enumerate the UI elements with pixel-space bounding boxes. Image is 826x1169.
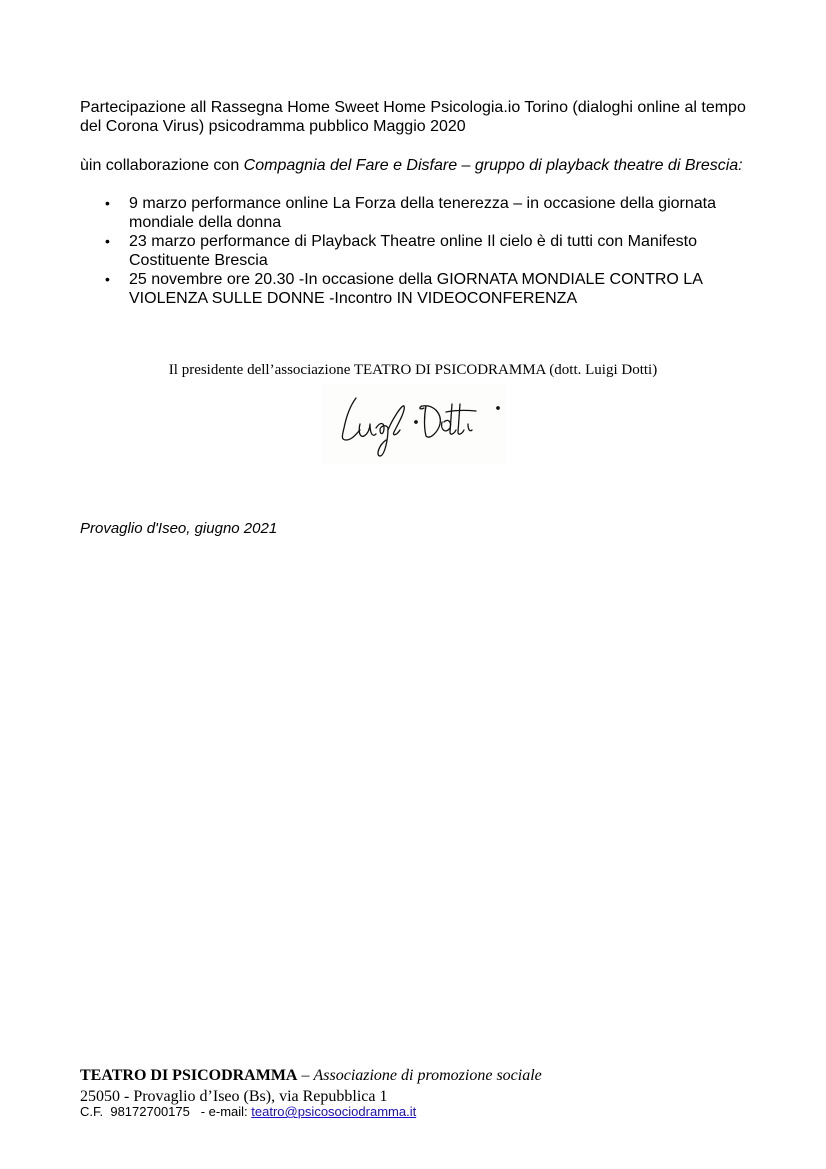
- president-caption: Il presidente dell’associazione TEATRO DI PSICODRAMMA (dott. Luigi Dotti): [168, 362, 658, 378]
- list-item: [80, 232, 760, 270]
- list-item: [80, 194, 760, 232]
- bullet-icon: •: [105, 195, 110, 211]
- list-item: [80, 270, 760, 308]
- collaboration-paragraph: [80, 156, 760, 175]
- collaboration-prefix: ùin collaborazione con: [80, 157, 244, 174]
- bullet-icon: •: [105, 271, 110, 287]
- event-text: 23 marzo performance di Playback Theatre online Il cielo è di tutti con Manifesto Costituente Brescia: [129, 233, 697, 269]
- organization-name: TEATRO DI PSICODRAMMA: [80, 1067, 298, 1084]
- collaboration-company: Compagnia del Fare e Disfare – gruppo di playback theatre di Brescia:: [243, 157, 743, 174]
- event-text: 9 marzo performance online La Forza della tenerezza – in occasione della giornata mondiale della donna: [129, 195, 717, 231]
- handwritten-signature: [322, 384, 506, 464]
- footer-contact: [80, 1104, 416, 1120]
- intro-paragraph: Partecipazione all Rassegna Home Sweet Home Psicologia.io Torino (dialoghi online al tempo del Corona Virus) psicodramma pubblico Maggio 2020: [80, 99, 746, 135]
- tax-code-label: C.F. 98172700175 - e-mail:: [80, 1104, 252, 1119]
- signature-icon: [322, 384, 506, 464]
- event-text: 25 novembre ore 20.30 -In occasione della GIORNATA MONDIALE CONTRO LA VIOLENZA SULLE DONNE -Incontro IN VIDEOCONFERENZA: [129, 271, 702, 307]
- organization-separator: –: [297, 1067, 314, 1084]
- footer-address: 25050 - Provaglio d’Iseo (Bs), via Repubblica 1: [80, 1088, 388, 1105]
- bullet-icon: •: [105, 233, 110, 249]
- footer-organization: [80, 1066, 542, 1086]
- email-link[interactable]: teatro@psicosociodramma.it: [251, 1104, 417, 1119]
- events-list: [80, 194, 760, 308]
- organization-subtitle: Associazione di promozione sociale: [313, 1067, 542, 1084]
- place-date: Provaglio d'Iseo, giugno 2021: [80, 520, 278, 537]
